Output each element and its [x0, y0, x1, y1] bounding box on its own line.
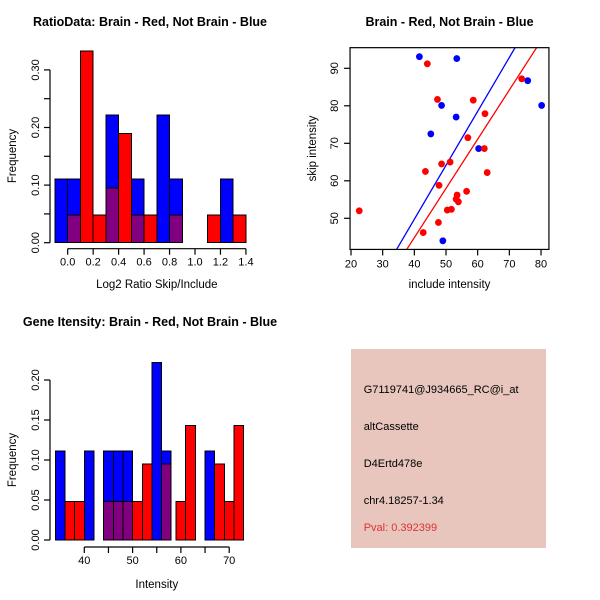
- x-tick-label: 0.0: [60, 256, 76, 269]
- scatter-point: [434, 96, 441, 103]
- y-tick-label: 0.30: [30, 59, 42, 81]
- y-tick-label: 0.00: [30, 231, 42, 254]
- gene-info-box: [351, 349, 546, 548]
- scatter-point: [356, 207, 363, 214]
- chart-title: Brain - Red, Not Brain - Blue: [365, 15, 534, 29]
- hist-bar: [144, 215, 157, 243]
- y-tick-label: 0.00: [30, 529, 42, 551]
- y-tick-label: 0.10: [30, 449, 42, 471]
- panel-ratio-histogram: [0, 0, 300, 300]
- x-tick-label: 40: [78, 555, 91, 567]
- hist-bar: [152, 362, 162, 540]
- y-tick-label: 0.10: [30, 174, 42, 196]
- y-tick-label: 90: [329, 62, 342, 75]
- hist-bar: [131, 215, 144, 243]
- x-tick-label: 40: [408, 258, 421, 271]
- hist-bar: [176, 502, 186, 540]
- locus: chr4.18257-1.34: [363, 495, 444, 507]
- hist-bar: [142, 464, 152, 540]
- scatter-point: [438, 102, 445, 109]
- panel-gene-intensity-histogram: [0, 300, 300, 600]
- regression-line: [397, 48, 515, 250]
- hist-bar: [233, 215, 246, 243]
- y-tick-label: 50: [329, 212, 342, 225]
- panel-intensity-scatter: [300, 0, 600, 300]
- hist-bar: [157, 115, 170, 243]
- hist-bar: [162, 464, 172, 540]
- scatter-point: [427, 131, 434, 138]
- hist-bar: [84, 451, 94, 540]
- hist-bar: [113, 502, 123, 540]
- x-axis-label: Log2 Ratio Skip/Include: [96, 279, 218, 291]
- x-axis-label: Intensity: [135, 579, 179, 591]
- chart-title: Gene Itensity: Brain - Red, Not Brain - Blue: [22, 315, 278, 329]
- x-tick-label: 1.4: [238, 256, 254, 269]
- scatter-point: [447, 159, 454, 166]
- pval: Pval: 0.392399: [363, 522, 438, 534]
- scatter-point: [481, 145, 488, 152]
- hist-bar: [55, 451, 65, 540]
- hist-bar: [55, 179, 68, 243]
- scatter-point: [422, 168, 429, 175]
- y-tick-label: 0.05: [30, 489, 42, 511]
- hist-bar: [133, 502, 143, 540]
- x-tick-label: 0.4: [110, 256, 127, 269]
- x-tick-label: 80: [534, 258, 548, 271]
- y-tick-label: 0.15: [30, 409, 42, 431]
- scatter-point: [464, 134, 471, 141]
- scatter-point: [435, 219, 442, 226]
- x-tick-label: 1.2: [212, 256, 229, 269]
- x-tick-label: 0.2: [85, 256, 101, 269]
- x-tick-label: 50: [126, 555, 139, 567]
- scatter-point: [484, 169, 491, 176]
- hist-bar: [224, 502, 234, 540]
- hist-bar: [75, 502, 85, 540]
- x-tick-label: 70: [503, 258, 516, 271]
- scatter-point: [424, 60, 431, 67]
- scatter-point: [436, 182, 443, 189]
- scatter-point: [453, 55, 460, 62]
- hist-bar: [65, 502, 75, 540]
- scatter-point: [482, 110, 489, 117]
- scatter-point: [518, 75, 525, 82]
- x-tick-label: 20: [344, 258, 358, 271]
- hist-bar: [234, 426, 244, 540]
- gene-name: D4Ertd478e: [363, 458, 423, 470]
- scatter-point: [455, 198, 462, 205]
- hist-bar: [80, 51, 93, 243]
- x-tick-label: 1.0: [187, 256, 203, 269]
- scatter-point: [416, 53, 423, 60]
- ratio-histogram-chart: [0, 0, 300, 300]
- hist-bar: [119, 133, 132, 242]
- hist-bar: [220, 179, 233, 243]
- x-tick-label: 60: [471, 258, 484, 271]
- x-tick-label: 50: [439, 258, 453, 271]
- intensity-scatter-chart: [300, 0, 600, 300]
- probe-id: G7119741@J934665_RC@i_at: [363, 384, 519, 396]
- hist-bar: [208, 215, 221, 243]
- splice-type: altCassette: [363, 421, 419, 433]
- y-axis-label: Frequency: [7, 432, 19, 488]
- hist-bar: [106, 188, 119, 243]
- x-tick-label: 30: [376, 258, 389, 271]
- scatter-point: [453, 114, 460, 121]
- hist-bar: [186, 426, 196, 540]
- x-axis-label: include intensity: [408, 279, 491, 291]
- gene-intensity-histogram-chart: [0, 300, 300, 600]
- scatter-point: [538, 102, 545, 109]
- hist-bar: [205, 451, 215, 540]
- scatter-point: [524, 77, 531, 84]
- x-tick-label: 0.6: [136, 256, 152, 269]
- y-tick-label: 0.20: [30, 116, 42, 139]
- hist-bar: [170, 215, 183, 243]
- x-tick-label: 60: [174, 555, 188, 567]
- scatter-point: [439, 237, 446, 244]
- scatter-point: [463, 188, 470, 195]
- x-tick-label: 70: [223, 555, 236, 567]
- y-tick-label: 60: [329, 174, 342, 187]
- y-tick-label: 0.20: [30, 369, 42, 391]
- hist-bar: [215, 464, 225, 540]
- y-tick-label: 80: [329, 99, 342, 112]
- scatter-point: [438, 161, 445, 168]
- chart-title: RatioData: Brain - Red, Not Brain - Blue: [32, 15, 268, 29]
- scatter-point: [470, 97, 477, 104]
- hist-bar: [68, 215, 81, 243]
- hist-bar: [93, 215, 106, 243]
- y-tick-label: 70: [329, 137, 342, 150]
- hist-bar: [104, 502, 114, 540]
- y-axis-label: skip intensity: [307, 115, 319, 182]
- regression-line: [407, 48, 537, 250]
- scatter-point: [448, 206, 455, 213]
- x-tick-label: 0.8: [161, 256, 178, 269]
- y-axis-label: Frequency: [7, 128, 19, 184]
- hist-bar: [123, 502, 133, 540]
- scatter-point: [420, 229, 427, 236]
- panel-gene-info: [300, 300, 600, 600]
